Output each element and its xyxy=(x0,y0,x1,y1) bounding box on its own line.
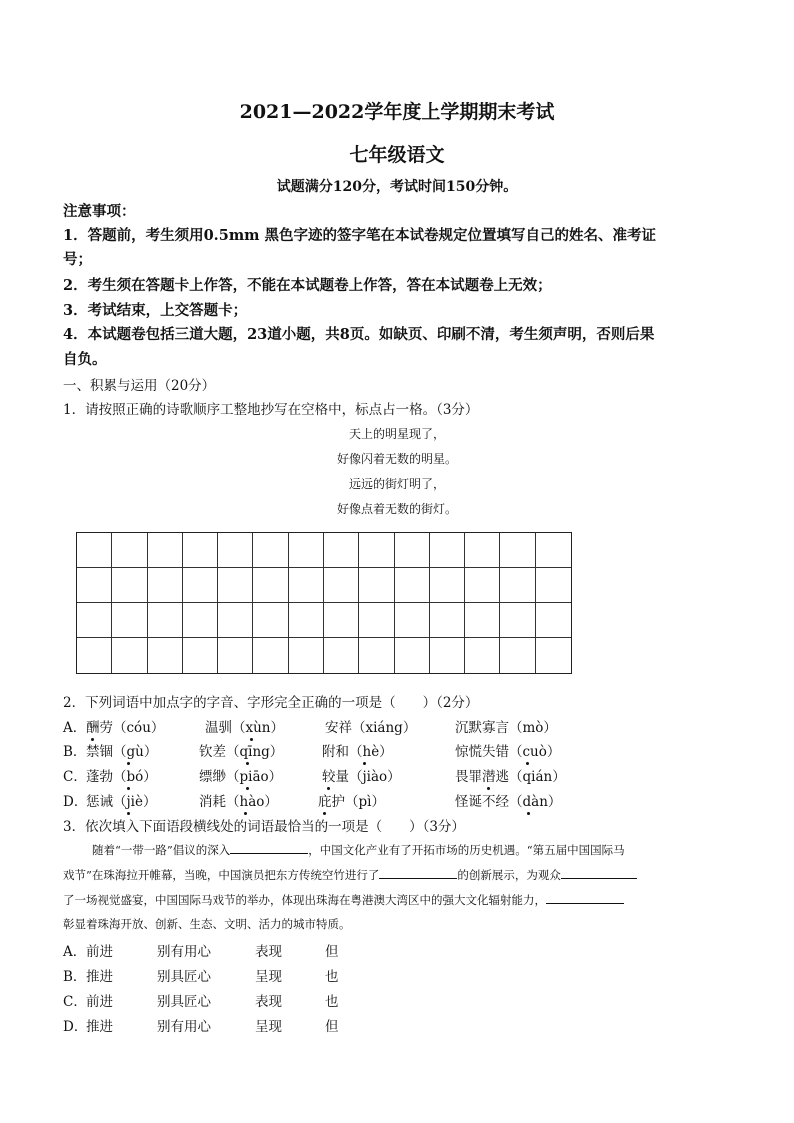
answer-grid-cell[interactable] xyxy=(148,533,183,568)
q3-passage-line-1: 随着“一带一路”倡议的深入 ，中国文化产业有了开拓市场的历史机遇。“第五届中国国际马 xyxy=(92,843,625,857)
q2-d-word-2: 消耗（hào） xyxy=(199,794,278,810)
q1-stem: 1．请按照正确的诗歌顺序工整地抄写在空格中，标点占一格。（3分） xyxy=(63,402,479,418)
answer-grid-cell[interactable] xyxy=(324,603,359,638)
answer-grid-cell[interactable] xyxy=(395,533,430,568)
q3-b-choice-1: 推进 xyxy=(86,969,113,985)
q3-c-choice-1: 前进 xyxy=(86,994,113,1010)
answer-grid-cell[interactable] xyxy=(359,533,394,568)
q3-blank-2[interactable] xyxy=(379,866,457,879)
answer-grid-cell[interactable] xyxy=(395,568,430,603)
q2-c-word-3: 较量（jiào） xyxy=(322,769,401,785)
answer-grid-cell[interactable] xyxy=(77,533,112,568)
answer-grid-cell[interactable] xyxy=(359,638,394,673)
note-item-4-cont: 自负。 xyxy=(63,351,107,368)
q3-option-c[interactable]: C． xyxy=(63,994,87,1010)
q3-c-choice-4: 也 xyxy=(325,994,339,1010)
answer-grid-cell[interactable] xyxy=(77,603,112,638)
answer-grid-cell[interactable] xyxy=(112,603,147,638)
note-item-2: 2．考生须在答题卡上作答，不能在本试题卷上作答，答在本试题卷上无效； xyxy=(63,277,552,294)
answer-grid-cell[interactable] xyxy=(253,638,288,673)
answer-grid-cell[interactable] xyxy=(218,533,253,568)
exam-title: 2021—2022学年度上学期期末考试 xyxy=(239,101,555,123)
answer-grid-cell[interactable] xyxy=(430,533,465,568)
q3-c-choice-2: 别具匠心 xyxy=(157,994,211,1010)
q3-a-choice-3: 表现 xyxy=(255,944,282,960)
answer-grid-cell[interactable] xyxy=(465,568,500,603)
q2-b-word-4: 惊慌失错（cuò） xyxy=(455,744,561,760)
q3-b-choice-3: 呈现 xyxy=(255,969,282,985)
answer-grid-cell[interactable] xyxy=(536,533,571,568)
q3-b-choice-4: 也 xyxy=(325,969,339,985)
q3-blank-4[interactable] xyxy=(546,891,624,904)
q2-option-a[interactable]: A． xyxy=(63,720,87,736)
answer-grid-cell[interactable] xyxy=(430,603,465,638)
q3-d-choice-4: 但 xyxy=(325,1019,339,1035)
answer-grid-cell[interactable] xyxy=(359,568,394,603)
answer-grid-cell[interactable] xyxy=(289,638,324,673)
exam-info: 试题满分120分，考试时间150分钟。 xyxy=(276,179,518,195)
answer-grid-cell[interactable] xyxy=(112,533,147,568)
answer-grid-cell[interactable] xyxy=(465,603,500,638)
q3-blank-3[interactable] xyxy=(561,866,637,879)
q3-stem: 3．依次填入下面语段横线处的词语最恰当的一项是（ ）（3分） xyxy=(63,819,465,835)
q2-option-c[interactable]: C． xyxy=(63,769,87,785)
answer-grid-cell[interactable] xyxy=(324,568,359,603)
q2-stem: 2．下列词语中加点字的字音、字形完全正确的一项是（ ）（2分） xyxy=(63,695,479,711)
q3-passage-line-3: 了一场视觉盛宴，中国国际马戏节的举办，体现出珠海在粤港澳大湾区中的强大文化辐射能力， xyxy=(63,891,624,908)
answer-grid-cell[interactable] xyxy=(289,533,324,568)
q2-d-word-3: 庇护（pì） xyxy=(318,794,385,810)
answer-grid-cell[interactable] xyxy=(183,568,218,603)
answer-grid-cell[interactable] xyxy=(183,638,218,673)
answer-grid-cell[interactable] xyxy=(395,638,430,673)
q2-c-word-2: 缥缈（piāo） xyxy=(199,769,283,785)
answer-grid-cell[interactable] xyxy=(253,568,288,603)
answer-grid-cell[interactable] xyxy=(289,568,324,603)
answer-grid-cell[interactable] xyxy=(536,603,571,638)
q3-d-choice-1: 推进 xyxy=(86,1019,113,1035)
answer-grid-cell[interactable] xyxy=(536,568,571,603)
answer-grid-cell[interactable] xyxy=(430,568,465,603)
answer-grid-cell[interactable] xyxy=(500,638,535,673)
note-item-4: 4．本试题卷包括三道大题，23道小题，共8页。如缺页、印刷不清，考生须声明，否则后果 xyxy=(63,326,655,343)
answer-grid-cell[interactable] xyxy=(183,533,218,568)
q2-d-word-4: 怪诞不经（dàn） xyxy=(455,794,562,810)
q2-a-word-4: 沉默寡言（mò） xyxy=(455,720,557,736)
answer-grid-cell[interactable] xyxy=(112,638,147,673)
notes-heading: 注意事项： xyxy=(63,203,136,220)
note-item-1-cont: 号； xyxy=(63,251,92,268)
answer-grid-cell[interactable] xyxy=(77,568,112,603)
answer-grid-cell[interactable] xyxy=(359,603,394,638)
note-item-3: 3．考试结束，上交答题卡； xyxy=(63,302,248,319)
answer-grid-cell[interactable] xyxy=(253,533,288,568)
q3-option-d[interactable]: D． xyxy=(63,1019,88,1035)
answer-grid-cell[interactable] xyxy=(253,603,288,638)
answer-grid-cell[interactable] xyxy=(218,603,253,638)
answer-grid-cell[interactable] xyxy=(77,638,112,673)
q2-b-word-2: 钦差（qīng） xyxy=(199,744,284,760)
q3-blank-1[interactable] xyxy=(230,841,308,854)
poem-line-1: 天上的明星现了， xyxy=(348,427,445,441)
answer-grid-cell[interactable] xyxy=(112,568,147,603)
q3-option-b[interactable]: B． xyxy=(63,969,87,985)
q3-a-choice-1: 前进 xyxy=(86,944,113,960)
q2-a-word-2: 温驯（xùn） xyxy=(205,720,285,736)
q3-passage-line-4: 彰显着珠海开放、创新、生态、文明、活力的城市特质。 xyxy=(63,917,351,931)
q3-option-a[interactable]: A． xyxy=(63,944,87,960)
answer-grid-cell[interactable] xyxy=(465,638,500,673)
q2-b-word-1: 禁锢（gù） xyxy=(86,744,158,760)
poem-line-2: 好像闪着无数的明星。 xyxy=(336,452,457,466)
answer-grid-cell[interactable] xyxy=(324,638,359,673)
answer-grid-cell[interactable] xyxy=(218,568,253,603)
answer-grid-cell[interactable] xyxy=(465,533,500,568)
answer-grid-cell[interactable] xyxy=(218,638,253,673)
answer-grid-cell[interactable] xyxy=(395,603,430,638)
answer-grid-cell[interactable] xyxy=(148,568,183,603)
q2-b-word-3: 附和（hè） xyxy=(322,744,393,760)
q3-c-choice-3: 表现 xyxy=(255,994,282,1010)
exam-subject: 七年级语文 xyxy=(349,144,445,166)
q2-a-word-3: 安祥（xiáng） xyxy=(325,720,417,736)
answer-grid-cell[interactable] xyxy=(536,638,571,673)
poem-line-4: 好像点着无数的街灯。 xyxy=(336,502,457,516)
q3-d-choice-2: 别有用心 xyxy=(157,1019,211,1035)
answer-grid-cell[interactable] xyxy=(148,638,183,673)
answer-grid-cell[interactable] xyxy=(500,568,535,603)
q2-option-b[interactable]: B． xyxy=(63,744,87,760)
answer-grid-cell[interactable] xyxy=(324,533,359,568)
answer-grid-cell[interactable] xyxy=(430,638,465,673)
q3-a-choice-4: 但 xyxy=(325,944,339,960)
answer-grid[interactable] xyxy=(76,532,572,674)
answer-grid-cell[interactable] xyxy=(183,603,218,638)
poem-line-3: 远远的街灯明了， xyxy=(348,477,445,491)
q2-a-word-1: 酬劳（cóu） xyxy=(86,720,165,736)
section-1-heading: 一、积累与运用（20分） xyxy=(63,378,216,394)
q3-a-choice-2: 别有用心 xyxy=(157,944,211,960)
q2-option-d[interactable]: D． xyxy=(63,794,88,810)
answer-grid-cell[interactable] xyxy=(500,533,535,568)
q2-c-word-4: 畏罪潜逃（qián） xyxy=(455,769,566,785)
answer-grid-cell[interactable] xyxy=(500,603,535,638)
q3-passage-line-2: 戏节”在珠海拉开帷幕，当晚，中国演员把东方传统空竹进行了 的创新展示，为观众 xyxy=(63,866,637,883)
answer-grid-cell[interactable] xyxy=(289,603,324,638)
q3-b-choice-2: 别具匠心 xyxy=(157,969,211,985)
q2-d-word-1: 惩诫（jiè） xyxy=(86,794,157,810)
answer-grid-cell[interactable] xyxy=(148,603,183,638)
q2-c-word-1: 蓬勃（bó） xyxy=(86,769,157,785)
note-item-1: 1．答题前，考生须用0.5mm 黑色字迹的签字笔在本试卷规定位置填写自己的姓名、准考证 xyxy=(63,227,657,244)
q3-d-choice-3: 呈现 xyxy=(255,1019,282,1035)
